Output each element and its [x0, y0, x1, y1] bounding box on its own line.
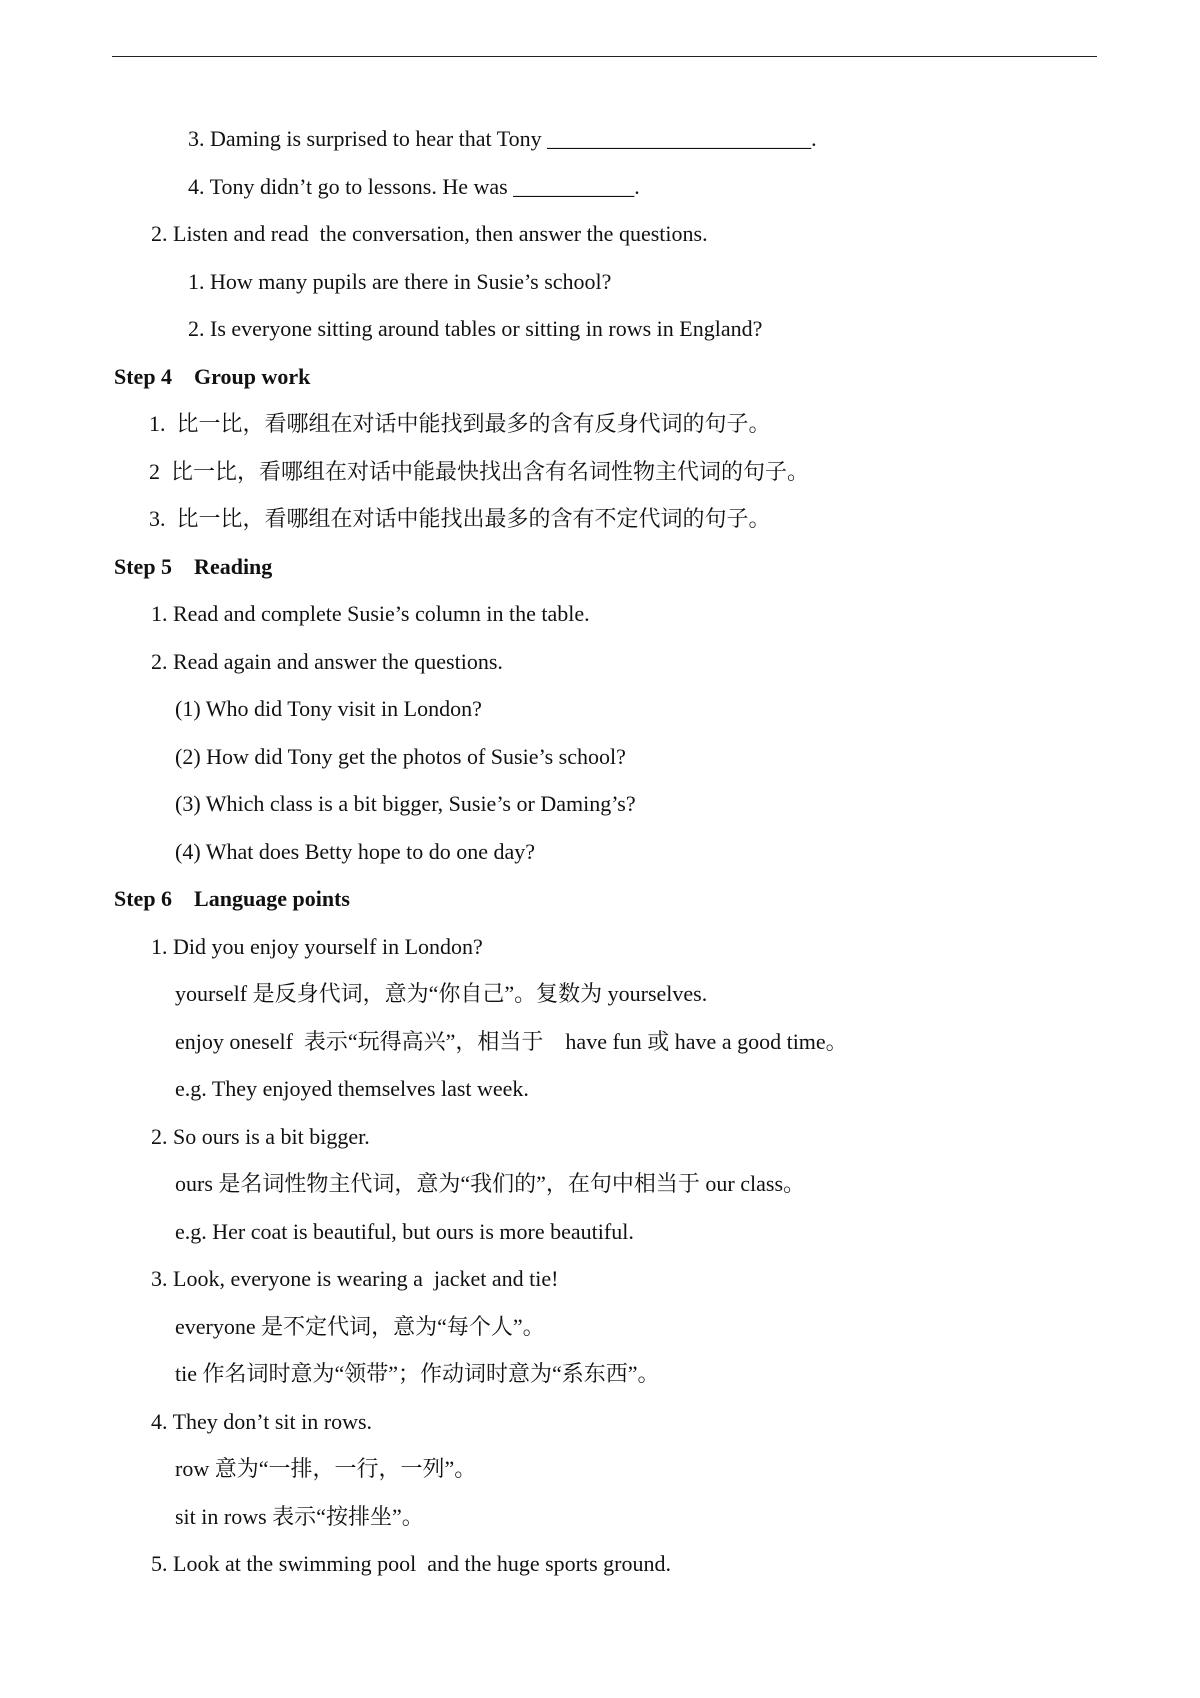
example-line: e.g. Her coat is beautiful, but ours is more beautiful. [175, 1219, 634, 1244]
explanation-line: yourself 是反身代词，意为“你自己”。复数为 yourselves. [175, 981, 708, 1006]
question-line: (1) Who did Tony visit in London? [175, 696, 482, 721]
task-line: 1. 比一比，看哪组在对话中能找到最多的含有反身代词的句子。 [149, 411, 771, 436]
explanation-line: everyone 是不定代词，意为“每个人”。 [175, 1314, 545, 1339]
question-line: (2) How did Tony get the photos of Susie’s school? [175, 744, 626, 769]
question-line: (3) Which class is a bit bigger, Susie’s or Daming’s? [175, 791, 636, 816]
point-line: 3. Look, everyone is wearing a jacket and tie! [151, 1266, 559, 1291]
header-rule [112, 56, 1097, 57]
task-line: 2 比一比，看哪组在对话中能最快找出含有名词性物主代词的句子。 [149, 459, 810, 484]
example-line: e.g. They enjoyed themselves last week. [175, 1076, 529, 1101]
task-line: 2. Listen and read the conversation, then answer the questions. [151, 221, 708, 246]
task-line: 1. Read and complete Susie’s column in the table. [151, 601, 590, 626]
question-line: 3. Daming is surprised to hear that Tony ________________________. [188, 126, 817, 151]
question-line: (4) What does Betty hope to do one day? [175, 839, 536, 864]
step-heading: Step 6 Language points [114, 886, 350, 911]
explanation-line: row 意为“一排，一行，一列”。 [175, 1456, 477, 1481]
question-line: 1. How many pupils are there in Susie’s school? [188, 269, 612, 294]
question-line: 4. Tony didn’t go to lessons. He was ___________. [188, 174, 640, 199]
point-line: 2. So ours is a bit bigger. [151, 1124, 370, 1149]
task-line: 3. 比一比，看哪组在对话中能找出最多的含有不定代词的句子。 [149, 506, 771, 531]
task-line: 2. Read again and answer the questions. [151, 649, 503, 674]
explanation-line: ours 是名词性物主代词，意为“我们的”，在句中相当于 our class。 [175, 1171, 806, 1196]
point-line: 1. Did you enjoy yourself in London? [151, 934, 483, 959]
explanation-line: enjoy oneself 表示“玩得高兴”，相当于 have fun 或 have a good time。 [175, 1029, 848, 1054]
question-line: 2. Is everyone sitting around tables or sitting in rows in England? [188, 316, 763, 341]
explanation-line: tie 作名词时意为“领带”；作动词时意为“系东西”。 [175, 1361, 660, 1386]
point-line: 4. They don’t sit in rows. [151, 1409, 373, 1434]
explanation-line: sit in rows 表示“按排坐”。 [175, 1504, 424, 1529]
step-heading: Step 5 Reading [114, 554, 273, 579]
point-line: 5. Look at the swimming pool and the huge sports ground. [151, 1551, 671, 1576]
step-heading: Step 4 Group work [114, 364, 311, 389]
